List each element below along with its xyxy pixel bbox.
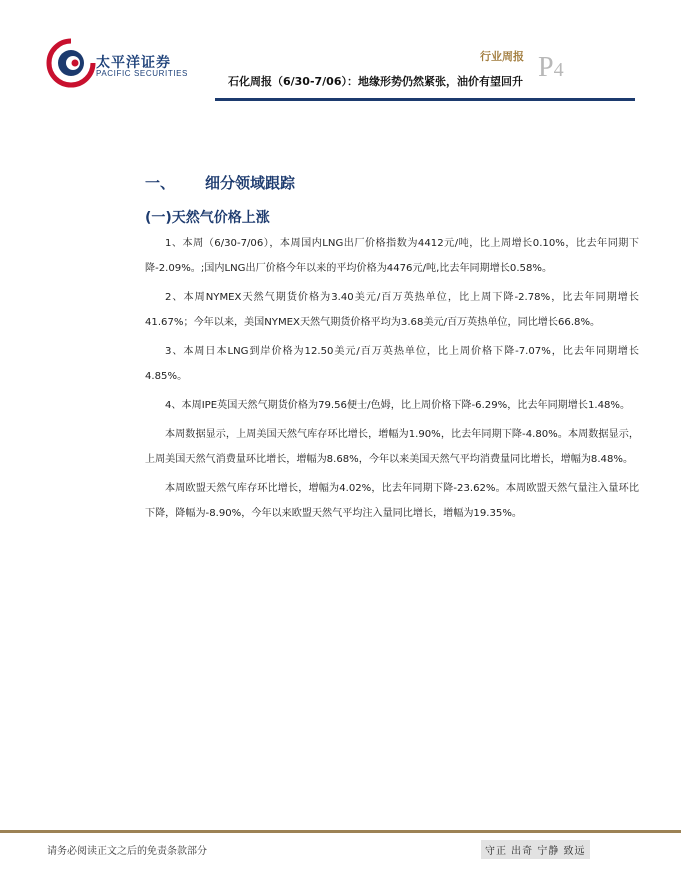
section-title: 细分领域跟踪 [205, 174, 296, 192]
report-title: 石化周报（6/30-7/06）：地缘形势仍然紧张，油价有望回升 [227, 75, 523, 88]
section-heading [145, 172, 295, 193]
section-number: 一、 [145, 174, 176, 192]
paragraph: 4、本周IPE英国天然气期货价格为79.56便士/色姆，比上周价格下降-6.29%，比去年同期增长1.48%。 [165, 400, 631, 411]
brand-name-en: PACIFIC SECURITIES [96, 69, 188, 78]
body-text [145, 231, 639, 530]
page-prefix: P [538, 52, 554, 83]
brand-name-cn: 太平洋证券 [96, 55, 171, 71]
company-logo-icon [46, 38, 96, 88]
report-type: 行业周报 [480, 50, 524, 63]
paragraph: 本周欧盟天然气库存环比增长，增幅为4.02%，比去年同期下降-23.62%。本周欧盟天然气量注入量环比下降，降幅为-8.90%，今年以来欧盟天然气平均注入量同比增长，增幅为19.35%。 [145, 483, 639, 519]
header-divider [215, 98, 635, 101]
page-number-value: 4 [553, 59, 564, 81]
footer-divider [0, 830, 681, 833]
page-number [538, 54, 564, 82]
subsection-heading: (一)天然气价格上涨 [145, 210, 270, 226]
paragraph: 2、本周NYMEX天然气期货价格为3.40美元/百万英热单位，比上周下降-2.78%，比去年同期增长41.67%；今年以来，美国NYMEX天然气期货价格平均为3.68美元/百万英热单位，同比增长66.8%。 [145, 292, 639, 328]
paragraph: 3、本周日本LNG到岸价格为12.50美元/百万英热单位，比上周价格下降-7.07%，比去年同期增长4.85%。 [145, 346, 639, 382]
footer-disclaimer: 请务必阅读正文之后的免责条款部分 [47, 846, 207, 857]
paragraph: 本周数据显示，上周美国天然气库存环比增长，增幅为1.90%，比去年同期下降-4.80%。本周数据显示，上周美国天然气消费量环比增长，增幅为8.68%，今年以来美国天然气平均消费量同比增长，增幅为8.48%。 [145, 429, 639, 465]
paragraph: 1、本周（6/30-7/06），本周国内LNG出厂价格指数为4412元/吨，比上周增长0.10%，比去年同期下降-2.09%。;国内LNG出厂价格今年以来的平均价格为4476元/吨,比去年同期增长0.58%。 [145, 238, 639, 274]
footer-motto: 守正 出奇 宁静 致远 [481, 840, 590, 859]
